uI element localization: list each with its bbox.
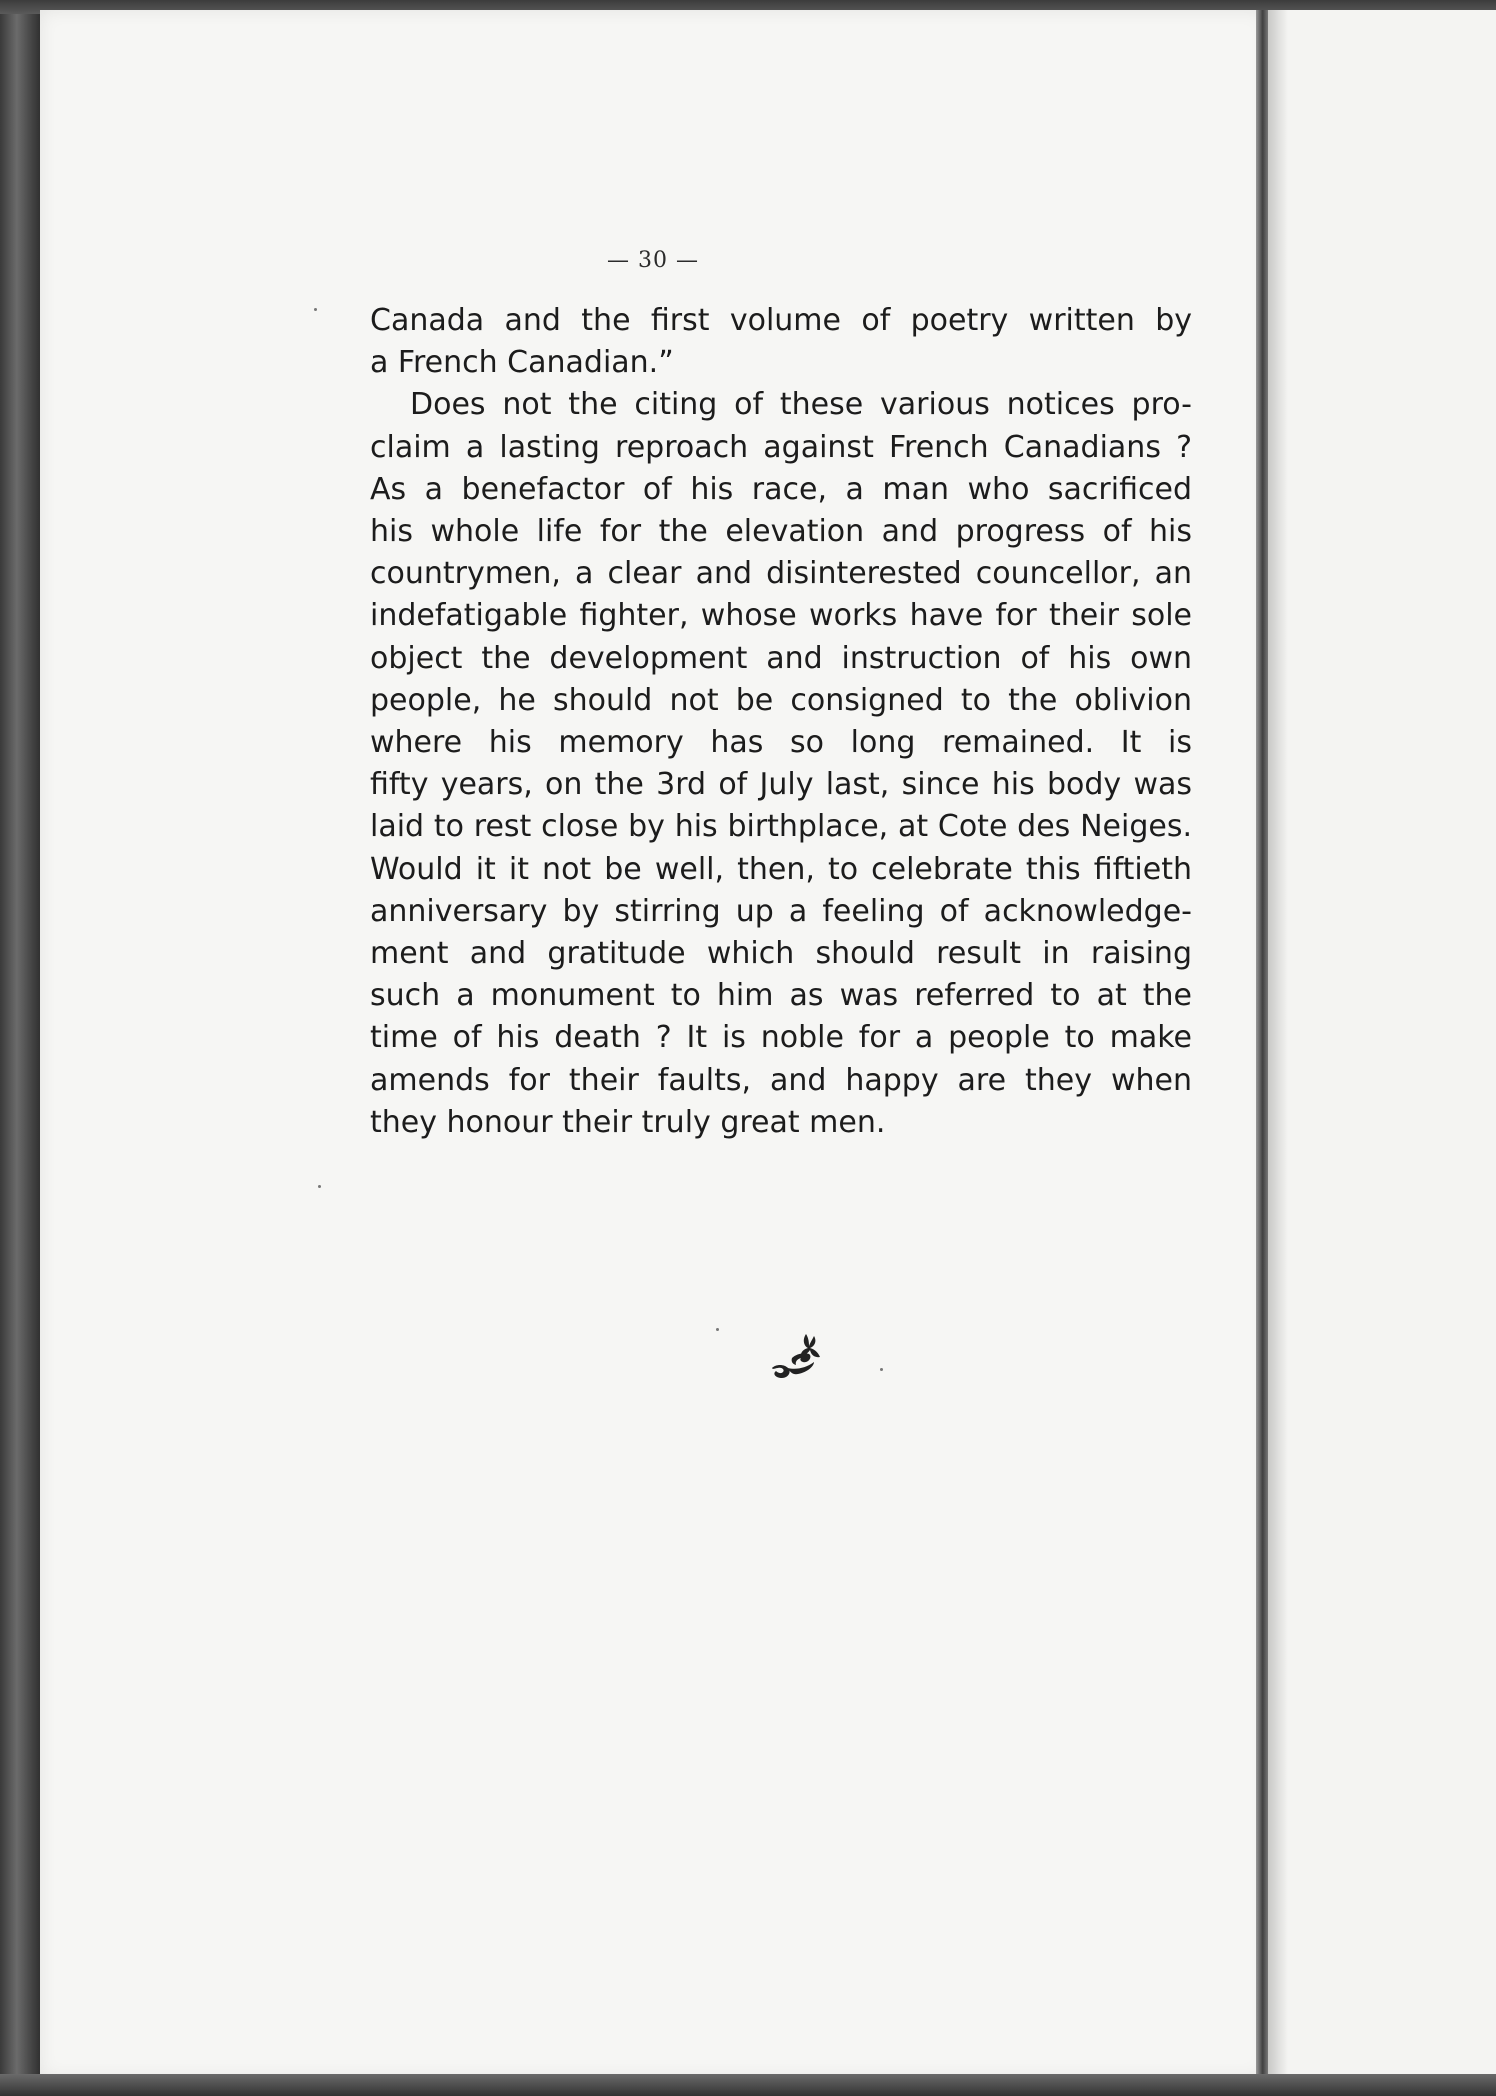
text-line: his whole life for the elevation and progress of his [370,514,1192,550]
text-line: they honour their truly great men. [370,1104,886,1140]
bottom-cover-edge [0,2074,1496,2096]
text-line: amends for their faults, and happy are they when [370,1062,1192,1098]
text-line: As a benefactor of his race, a man who sacrificed [370,471,1192,507]
text-line: laid to rest close by his birthplace, at Cote des Neiges. [370,809,1192,845]
text-line: Canada and the first volume of poetry written by [370,303,1192,338]
left-cover-edge [0,0,42,2096]
text-line: where his memory has so long remained. It is [370,725,1192,761]
text-line: time of his death ? It is noble for a people to make [370,1020,1192,1056]
text-line: a French Canadian.” [370,345,674,381]
scan-speck [314,308,317,311]
text-line: indefatigable fighter, whose works have for their sole [370,598,1192,634]
scan-speck [716,1328,719,1331]
scan-speck [880,1368,883,1371]
text-line: people, he should not be consigned to the oblivion [370,682,1192,718]
body-text [370,300,1192,1144]
text-line: ment and gratitude which should result in raising [370,936,1192,972]
text-line: such a monument to him as was referred to at the [370,978,1192,1014]
scan-speck [318,1185,321,1188]
text-line: Does not the citing of these various notices pro- [410,387,1192,423]
text-line: claim a lasting reproach against French Canadians ? [370,429,1192,465]
fleuron-icon [762,1328,832,1388]
right-page-edge [1268,10,1496,2078]
text-line: fifty years, on the 3rd of July last, since his body was [370,767,1192,803]
text-line: countrymen, a clear and disinterested councellor, an [370,556,1192,592]
text-line: Would it it not be well, then, to celebrate this fiftieth [370,851,1192,887]
text-line: anniversary by stirring up a feeling of acknowledge- [370,893,1192,929]
left-page [40,10,1266,2078]
text-line: object the development and instruction of his own [370,640,1192,676]
page-number: — 30 — [607,248,699,273]
book-gutter [1256,10,1268,2078]
